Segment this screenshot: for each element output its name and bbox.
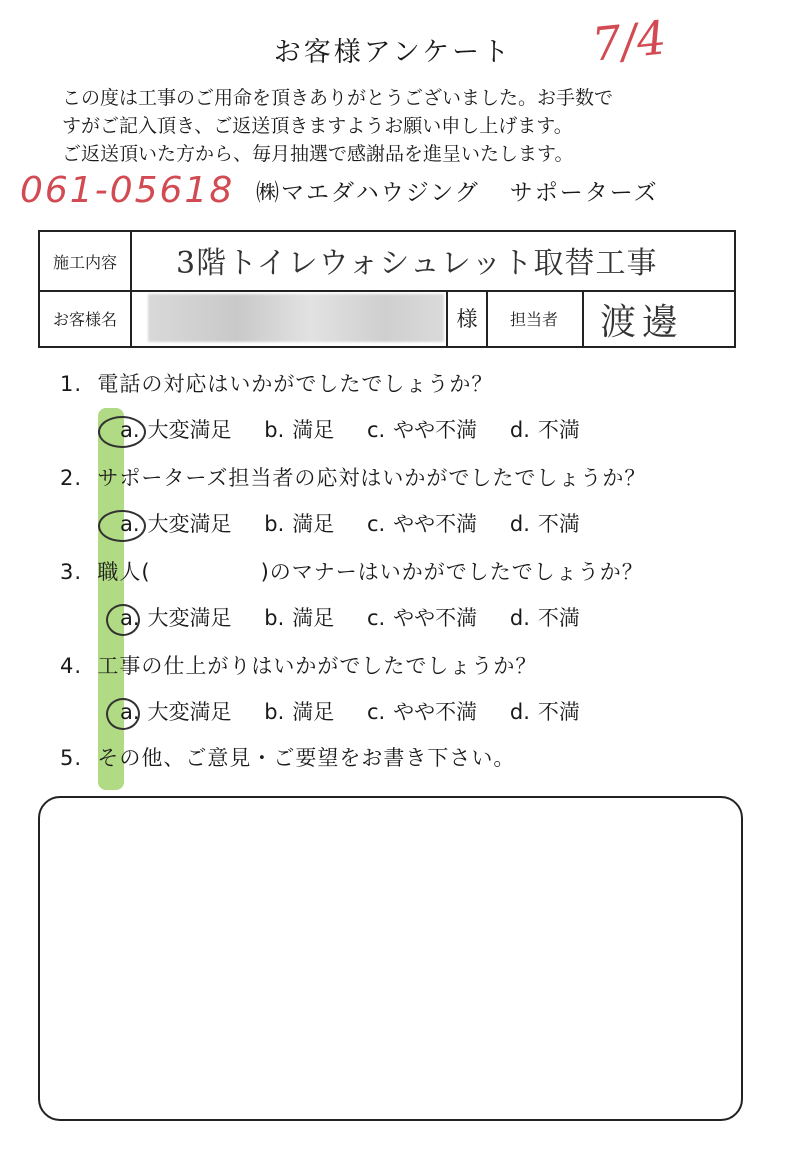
customer-info-table [38, 230, 736, 348]
answer-options-2 [120, 508, 606, 538]
option-d[interactable]: d. 不満 [509, 700, 580, 724]
question-text: 職人( )のマナーはいかがでしたでしょうか？ [97, 560, 644, 584]
intro-line: ご返送頂いた方から、毎月抽選で感謝品を進呈いたします。 [62, 143, 574, 165]
customer-label: お客様名 [40, 290, 132, 346]
question-number: 3. [60, 560, 83, 584]
company-name [256, 174, 659, 207]
question-2 [60, 462, 646, 492]
answer-options-4 [120, 696, 606, 726]
selected-circle-mark [98, 416, 146, 448]
page-title: お客様アンケート [273, 37, 513, 68]
option-a[interactable]: a. 大変満足 [120, 606, 232, 630]
handwritten-date: 7/4 [589, 10, 669, 72]
question-text: 工事の仕上がりはいかがでしたでしょうか？ [97, 654, 538, 678]
staff-value[interactable]: 渡邊 [600, 302, 685, 343]
company-dept: サポーターズ [509, 180, 659, 206]
answer-options-1 [120, 414, 606, 444]
company-label: ㈱マエダハウジング [256, 180, 480, 206]
intro-line: この度は工事のご用命を頂きありがとうございました。お手数で [62, 87, 614, 109]
customer-row [40, 290, 734, 346]
customer-name-redacted [148, 294, 444, 342]
question-text: サポーターズ担当者の応対はいかがでしたでしょうか？ [97, 466, 647, 490]
intro-line: すがご記入頂き、ご返送頂きますようお願い申し上げます。 [62, 115, 573, 137]
staff-label: 担当者 [486, 290, 584, 346]
question-4 [60, 650, 537, 680]
option-c[interactable]: c. やや不満 [366, 512, 478, 536]
question-number: 2. [60, 466, 83, 490]
question-number: 1. [60, 372, 83, 396]
option-b[interactable]: b. 満足 [264, 512, 335, 536]
option-a[interactable]: a. 大変満足 [120, 418, 232, 442]
handwritten-code: 061-05618 [20, 170, 235, 211]
option-d[interactable]: d. 不満 [509, 512, 580, 536]
selected-circle-mark [106, 604, 140, 636]
work-label: 施工内容 [40, 232, 132, 290]
option-b[interactable]: b. 満足 [264, 606, 335, 630]
selected-circle-mark [98, 510, 146, 542]
answer-options-3 [120, 602, 606, 632]
option-a[interactable]: a. 大変満足 [120, 512, 232, 536]
question-3 [60, 556, 644, 586]
question-number: 4. [60, 654, 83, 678]
work-row [40, 232, 734, 292]
question-1 [60, 368, 493, 398]
question-5 [60, 742, 515, 772]
option-a[interactable]: a. 大変満足 [120, 700, 232, 724]
option-b[interactable]: b. 満足 [264, 418, 335, 442]
comment-textarea[interactable] [38, 796, 743, 1121]
intro-text [62, 84, 613, 168]
option-d[interactable]: d. 不満 [509, 606, 580, 630]
option-b[interactable]: b. 満足 [264, 700, 335, 724]
question-text: その他、ご意見・ご要望をお書き下さい。 [97, 746, 516, 770]
option-d[interactable]: d. 不満 [509, 418, 580, 442]
option-c[interactable]: c. やや不満 [366, 606, 478, 630]
work-value[interactable]: 3階トイレウォシュレット取替工事 [176, 246, 658, 281]
sama-label: 様 [446, 290, 488, 346]
option-c[interactable]: c. やや不満 [366, 700, 478, 724]
question-text: 電話の対応はいかがでしたでしょうか？ [97, 372, 494, 396]
question-number: 5. [60, 746, 83, 770]
selected-circle-mark [106, 698, 140, 730]
option-c[interactable]: c. やや不満 [366, 418, 478, 442]
